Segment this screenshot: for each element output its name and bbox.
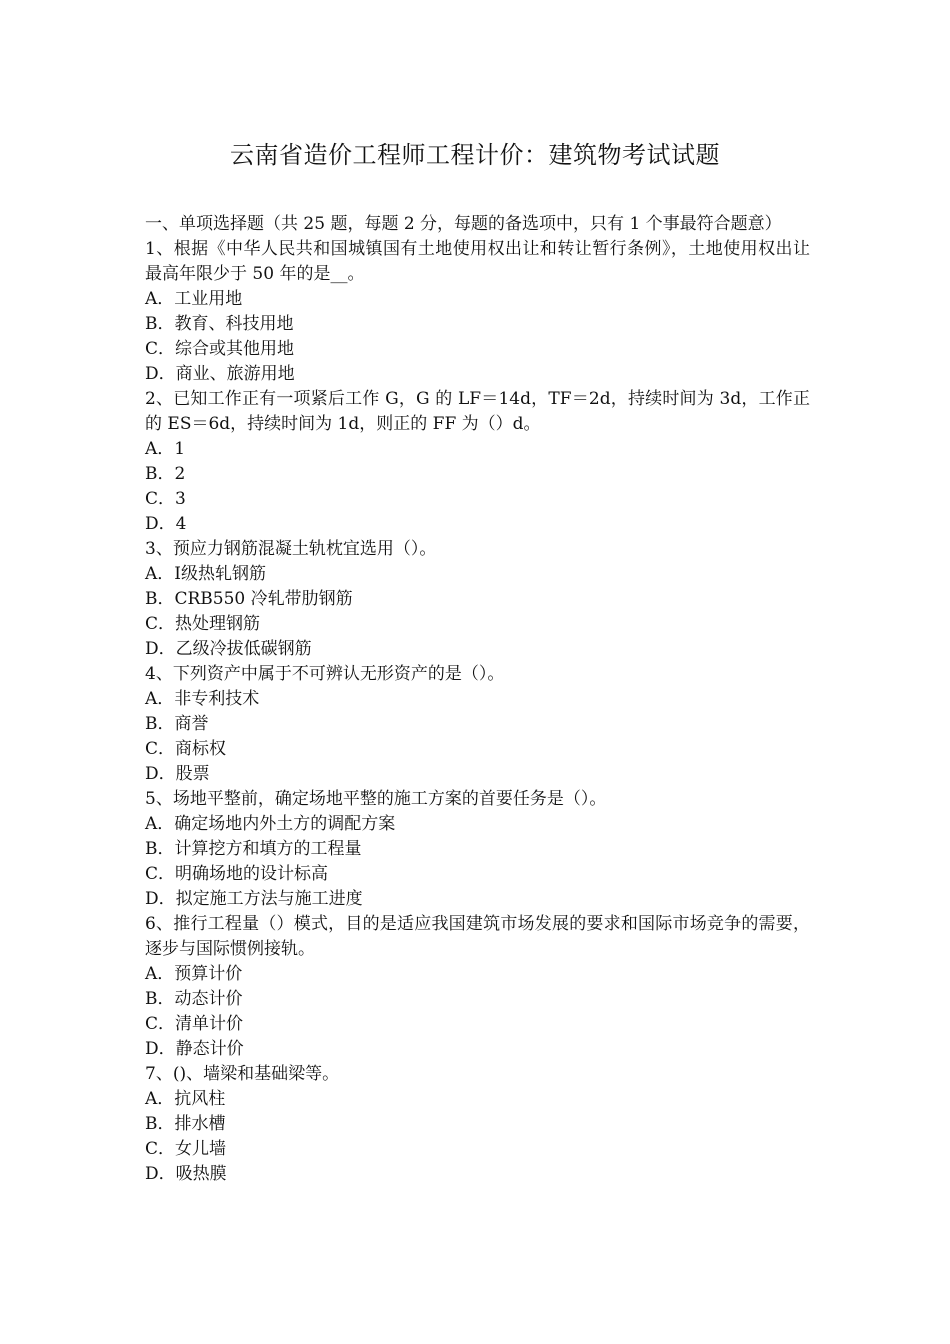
question-stem: 6、推行工程量（）模式，目的是适应我国建筑市场发展的要求和国际市场竞争的需要，逐步与国际惯例接轨。 — [145, 914, 810, 959]
question-5 — [145, 787, 810, 912]
option-b: B．动态计价 — [145, 989, 243, 1009]
option-d: D．乙级冷拔低碳钢筋 — [145, 639, 312, 659]
option-b: B．CRB550 冷轧带肋钢筋 — [145, 589, 353, 609]
question-stem: 2、已知工作正有一项紧后工作 G，G 的 LF＝14d，TF＝2d，持续时间为 3d，工作正的 ES＝6d，持续时间为 1d，则正的 FF 为（）d。 — [145, 389, 810, 434]
option-a: A．1 — [145, 439, 186, 459]
option-b: B．排水槽 — [145, 1114, 226, 1134]
option-b: B．2 — [145, 464, 186, 484]
option-a: A．Ⅰ级热轧钢筋 — [145, 564, 266, 584]
option-c: C．热处理钢筋 — [145, 614, 261, 634]
option-c: C．综合或其他用地 — [145, 339, 295, 359]
option-d: D．静态计价 — [145, 1039, 244, 1059]
question-stem: 4、下列资产中属于不可辨认无形资产的是（）。 — [145, 664, 505, 684]
question-3 — [145, 537, 810, 662]
option-d: D．拟定施工方法与施工进度 — [145, 889, 363, 909]
option-a: A．非专利技术 — [145, 689, 260, 709]
question-1 — [145, 237, 810, 387]
exam-content — [145, 212, 810, 1187]
option-c: C．明确场地的设计标高 — [145, 864, 329, 884]
question-stem: 3、预应力钢筋混凝土轨枕宜选用（）。 — [145, 539, 437, 559]
option-d: D．吸热膜 — [145, 1164, 227, 1184]
option-b: B．商誉 — [145, 714, 209, 734]
question-2 — [145, 387, 810, 537]
question-6 — [145, 912, 810, 1062]
option-c: C．清单计价 — [145, 1014, 244, 1034]
option-c: C．3 — [145, 489, 186, 509]
option-a: A．工业用地 — [145, 289, 243, 309]
question-7 — [145, 1062, 810, 1187]
option-a: A．预算计价 — [145, 964, 243, 984]
option-a: A．抗风柱 — [145, 1089, 226, 1109]
option-b: B．计算挖方和填方的工程量 — [145, 839, 362, 859]
section-heading: 一、单项选择题（共 25 题，每题 2 分，每题的备选项中，只有 1 个事最符合题意） — [145, 214, 782, 234]
question-stem: 1、根据《中华人民共和国城镇国有土地使用权出让和转让暂行条例》，土地使用权出让最高年限少于 50 年的是__。 — [145, 239, 810, 284]
option-d: D．商业、旅游用地 — [145, 364, 295, 384]
option-d: D．股票 — [145, 764, 210, 784]
option-d: D．4 — [145, 514, 187, 534]
option-c: C．女儿墙 — [145, 1139, 227, 1159]
option-b: B．教育、科技用地 — [145, 314, 294, 334]
question-stem: 7、()、墙梁和基础梁等。 — [145, 1064, 340, 1084]
question-4 — [145, 662, 810, 787]
option-c: C．商标权 — [145, 739, 227, 759]
option-a: A．确定场地内外土方的调配方案 — [145, 814, 396, 834]
question-stem: 5、场地平整前，确定场地平整的施工方案的首要任务是（）。 — [145, 789, 607, 809]
document-title: 云南省造价工程师工程计价：建筑物考试试题 — [230, 141, 720, 169]
